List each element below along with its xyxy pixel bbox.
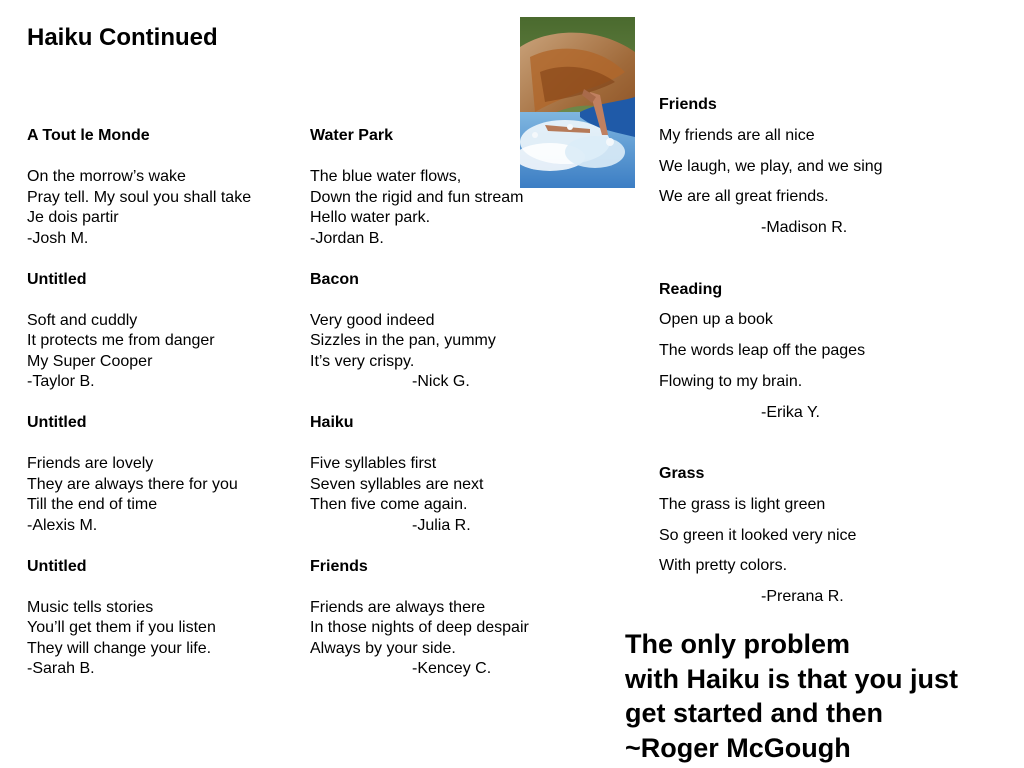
poem-line: Sizzles in the pan, yummy [310,332,496,349]
poem [27,270,297,393]
poem [310,557,560,680]
poem-author: -Jordan B. [310,229,384,247]
poem-author: -Nick G. [412,373,470,390]
poem-line: They will change your life. [27,639,212,657]
quote-line: get started and then [625,698,884,728]
poem-title: Haiku [310,414,354,431]
poem-line: Down the rigid and fun stream [310,188,524,206]
poem-author: -Taylor B. [27,373,95,390]
poem-title: Untitled [27,270,87,288]
poem-line: Soft and cuddly [27,311,138,329]
poem-line: Open up a book [659,311,773,329]
poem-author: -Josh M. [27,229,89,247]
poem [659,459,989,613]
poem-title: Untitled [27,414,87,431]
poem-line: Pray tell. My soul you shall take [27,188,252,206]
poem-author: -Kencey C. [412,660,492,677]
poem-line: Friends are always there [310,598,486,616]
poem-line: My friends are all nice [659,126,815,144]
poem [659,90,989,244]
quote-line: with Haiku is that you just [625,663,959,694]
poem-title: A Tout le Monde [27,127,150,144]
page-title: Haiku Continued [27,24,218,51]
poem-title: Untitled [27,557,87,575]
poem-line: Friends are lovely [27,455,154,472]
poem-author: -Alexis M. [27,516,98,534]
poem-line: With pretty colors. [659,557,788,575]
poem-line: We laugh, we play, and we sing [659,157,883,175]
poem-line: It’s very crispy. [310,352,415,370]
poem-line: It protects me from danger [27,332,215,349]
poem-line: Till the end of time [27,496,158,513]
poem-author: -Prerana R. [761,588,844,605]
poem-title: Friends [310,557,368,575]
poem [310,270,560,393]
poem-author: -Julia R. [412,516,471,534]
poem [27,413,297,536]
poem-title: Water Park [310,127,393,144]
poem-author: -Madison R. [761,219,848,236]
poem-title: Reading [659,280,723,298]
poem-line: You’ll get them if you listen [27,619,216,636]
poem-column-left [27,126,297,700]
poem-line: So green it looked very nice [659,526,857,544]
poem [27,126,297,249]
poem-line: Flowing to my brain. [659,372,803,390]
poem-title: Grass [659,465,705,482]
poem-line: The words leap off the pages [659,342,866,359]
poem-line: Then five come again. [310,496,468,513]
poem-line: The blue water flows, [310,168,462,185]
poem-line: On the morrow’s wake [27,168,186,185]
poem-line: We are all great friends. [659,188,829,206]
poem [27,557,297,680]
poem-title: Bacon [310,270,359,288]
poem-line: The grass is light green [659,495,826,513]
poem-line: Music tells stories [27,598,154,616]
poem-line: Always by your side. [310,639,456,657]
poem [310,413,560,536]
poem-line: Je dois partir [27,209,119,226]
poem-line: They are always there for you [27,475,238,493]
poem-title: Friends [659,96,717,113]
poem-author: -Sarah B. [27,660,95,677]
poem-line: Very good indeed [310,311,435,329]
poem-line: Seven syllables are next [310,475,484,493]
poem-author: -Erika Y. [761,403,820,421]
quote-attribution: ~Roger McGough [625,732,851,763]
poem-line: In those nights of deep despair [310,619,529,636]
closing-quote [625,627,1020,765]
poem-column-middle [310,126,560,700]
water-slide-photo [520,17,635,188]
quote-line: The only problem [625,629,851,659]
poem [659,275,989,429]
poem-line: Hello water park. [310,209,431,226]
poem-line: Five syllables first [310,455,437,472]
poem-line: My Super Cooper [27,352,153,370]
poem-column-right [659,90,989,644]
